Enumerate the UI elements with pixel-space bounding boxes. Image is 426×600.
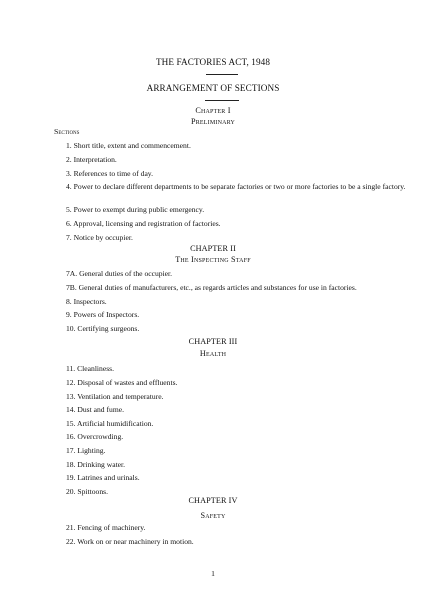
list-item: 6. Approval, licensing and registration of factories.	[66, 219, 221, 228]
list-item: 3. References to time of day.	[66, 169, 154, 178]
list-item: 7A. General duties of the occupier.	[66, 269, 173, 278]
list-item: 8. Inspectors.	[66, 297, 107, 306]
chapter-heading: CHAPTER II	[190, 244, 236, 253]
list-item: 16. Overcrowding.	[66, 432, 124, 441]
list-item: 12. Disposal of wastes and effluents.	[66, 378, 178, 387]
list-item: 10. Certifying surgeons.	[66, 324, 140, 333]
list-item: 13. Ventilation and temperature.	[66, 392, 164, 401]
page-number: 1	[211, 569, 215, 578]
list-item: 7. Notice by occupier.	[66, 233, 133, 242]
subtitle-divider	[205, 100, 239, 101]
list-item: 2. Interpretation.	[66, 155, 117, 164]
document-subtitle: ARRANGEMENT OF SECTIONS	[146, 83, 280, 93]
chapter-name: Safety	[200, 511, 226, 520]
list-item: 17. Lighting.	[66, 446, 106, 455]
sections-label: Sections	[54, 127, 80, 136]
list-item: 18. Drinking water.	[66, 460, 126, 469]
list-item: 14. Dust and fume.	[66, 405, 124, 414]
list-item: 7B. General duties of manufacturers, etc., as regards articles and substances for use in factories.	[66, 283, 357, 292]
chapter-heading: CHAPTER IV	[188, 496, 238, 505]
list-item: 21. Fencing of machinery.	[66, 523, 146, 532]
chapter-name: The Inspecting Staff	[175, 255, 251, 264]
list-item: 9. Powers of Inspectors.	[66, 310, 140, 319]
list-item: 1. Short title, extent and commencement.	[66, 141, 191, 150]
chapter-name: Health	[199, 349, 227, 358]
chapter-heading: CHAPTER III	[188, 337, 238, 346]
list-item: 5. Power to exempt during public emergency.	[66, 205, 205, 214]
title-divider	[206, 74, 238, 75]
chapter-heading: Chapter I	[195, 106, 231, 115]
list-item: 15. Artificial humidification.	[66, 419, 154, 428]
list-item: 11. Cleanliness.	[66, 364, 115, 373]
list-item: 19. Latrines and urinals.	[66, 473, 140, 482]
document-title: THE FACTORIES ACT, 1948	[155, 57, 271, 67]
list-item: 4. Power to declare different departments to be separate factories or two or more factories to be a single factory.	[66, 182, 406, 191]
list-item: 20. Spittoons.	[66, 487, 108, 496]
chapter-name: Preliminary	[190, 117, 236, 126]
list-item: 22. Work on or near machinery in motion.	[66, 537, 194, 546]
